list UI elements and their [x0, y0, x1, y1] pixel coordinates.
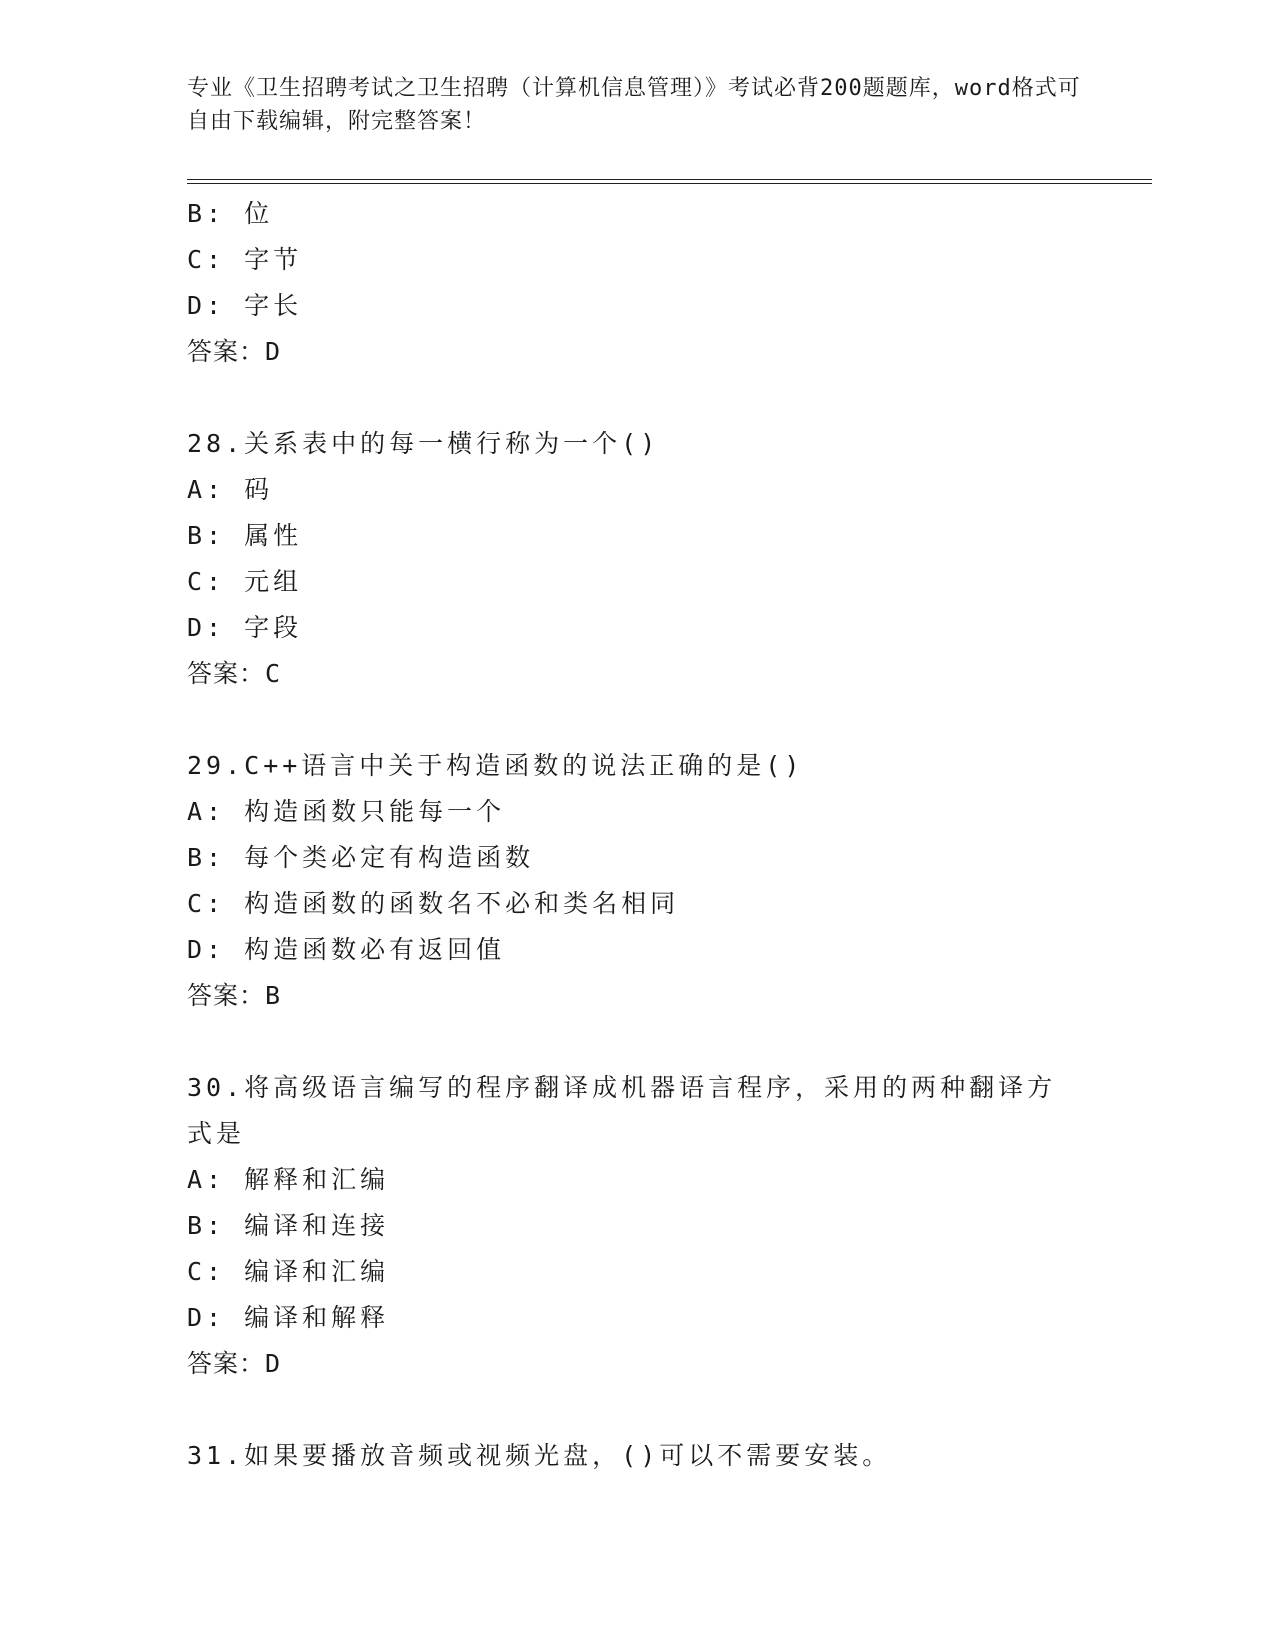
- option-b: B: 每个类必定有构造函数: [187, 843, 535, 872]
- question-27-continuation: [187, 191, 1087, 375]
- option-c: C: 字节: [187, 245, 303, 274]
- option-a: A: 构造函数只能每一个: [187, 797, 506, 826]
- option-a: A: 码: [187, 475, 274, 504]
- question-29: [187, 743, 1087, 1019]
- question-text: 28.关系表中的每一横行称为一个(): [187, 429, 660, 458]
- option-b: B: 属性: [187, 521, 303, 550]
- header-divider-top: [187, 179, 1152, 180]
- answer-line: 答案：C: [187, 659, 282, 688]
- option-b: B: 位: [187, 199, 274, 228]
- option-a: A: 解释和汇编: [187, 1165, 390, 1194]
- option-d: D: 字段: [187, 613, 303, 642]
- option-c: C: 编译和汇编: [187, 1257, 390, 1286]
- option-c: C: 元组: [187, 567, 303, 596]
- option-b: B: 编译和连接: [187, 1211, 390, 1240]
- header-divider-bottom: [187, 183, 1152, 184]
- option-d: D: 字长: [187, 291, 303, 320]
- answer-line: 答案：D: [187, 1349, 282, 1378]
- question-text: 31.如果要播放音频或视频光盘，()可以不需要安装。: [187, 1441, 892, 1470]
- question-list: [187, 191, 1087, 1479]
- option-d: D: 构造函数必有返回值: [187, 935, 506, 964]
- question-31: [187, 1433, 1087, 1479]
- question-28: [187, 421, 1087, 697]
- option-c: C: 构造函数的函数名不必和类名相同: [187, 889, 680, 918]
- document-intro: 专业《卫生招聘考试之卫生招聘（计算机信息管理）》考试必背200题题库，word格式可自由下载编辑，附完整答案！: [187, 76, 1081, 134]
- question-text: 29.C++语言中关于构造函数的说法正确的是(): [187, 751, 804, 780]
- option-d: D: 编译和解释: [187, 1303, 390, 1332]
- answer-line: 答案：B: [187, 981, 282, 1010]
- question-30: [187, 1065, 1087, 1387]
- question-text: 30.将高级语言编写的程序翻译成机器语言程序，采用的两种翻译方式是: [187, 1073, 1057, 1148]
- answer-line: 答案：D: [187, 337, 282, 366]
